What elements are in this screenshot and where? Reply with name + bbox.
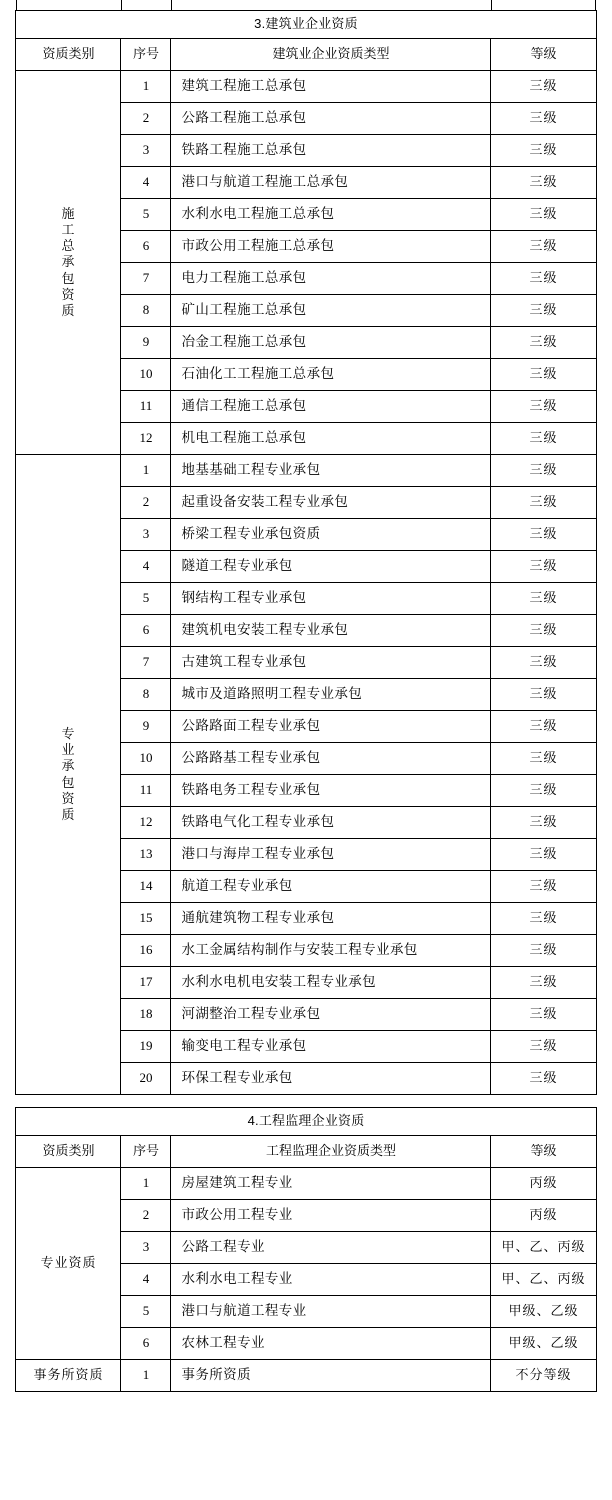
row-type: 铁路电务工程专业承包: [171, 775, 491, 807]
row-seq: 6: [121, 615, 171, 647]
row-level: 三级: [491, 807, 596, 839]
row-type: 电力工程施工总承包: [171, 263, 491, 295]
row-seq: 3: [121, 135, 171, 167]
section-gap: [0, 1095, 612, 1107]
row-level: 三级: [491, 1063, 596, 1095]
row-level: 丙级: [491, 1168, 596, 1200]
row-level: 三级: [491, 551, 596, 583]
row-seq: 1: [121, 1168, 171, 1200]
row-level: 三级: [491, 263, 596, 295]
row-seq: 4: [121, 167, 171, 199]
row-level: 三级: [491, 135, 596, 167]
section-title-row: [16, 11, 596, 39]
row-level: 三级: [491, 679, 596, 711]
row-type: 建筑机电安装工程专业承包: [171, 615, 491, 647]
row-level: 甲、乙、丙级: [491, 1264, 596, 1296]
row-level: 三级: [491, 903, 596, 935]
row-level: 甲级、乙级: [491, 1328, 596, 1360]
row-type: 河湖整治工程专业承包: [171, 999, 491, 1031]
row-seq: 1: [121, 1360, 171, 1392]
row-seq: 5: [121, 1296, 171, 1328]
row-seq: 4: [121, 1264, 171, 1296]
row-type: 市政公用工程专业: [171, 1200, 491, 1232]
section-title: 3.建筑业企业资质: [16, 11, 596, 39]
row-seq: 5: [121, 583, 171, 615]
row-level: 三级: [491, 423, 596, 455]
row-seq: 16: [121, 935, 171, 967]
row-type: 房屋建筑工程专业: [171, 1168, 491, 1200]
row-level: 三级: [491, 711, 596, 743]
row-level: 三级: [491, 487, 596, 519]
row-type: 输变电工程专业承包: [171, 1031, 491, 1063]
row-level: 三级: [491, 647, 596, 679]
row-type: 公路路基工程专业承包: [171, 743, 491, 775]
row-type: 矿山工程施工总承包: [171, 295, 491, 327]
row-type: 地基基础工程专业承包: [171, 455, 491, 487]
row-level: 三级: [491, 295, 596, 327]
row-type: 公路工程施工总承包: [171, 103, 491, 135]
row-type: 通航建筑物工程专业承包: [171, 903, 491, 935]
row-level: 甲、乙、丙级: [491, 1232, 596, 1264]
header-level: 等级: [491, 39, 596, 71]
row-level: 三级: [491, 231, 596, 263]
row-level: 三级: [491, 967, 596, 999]
header-category: 资质类别: [16, 39, 121, 71]
row-seq: 19: [121, 1031, 171, 1063]
row-type: 古建筑工程专业承包: [171, 647, 491, 679]
top-divider-3: [491, 0, 492, 10]
row-level: 三级: [491, 391, 596, 423]
row-level: 三级: [491, 999, 596, 1031]
row-seq: 3: [121, 519, 171, 551]
category-cell-firm: 事务所资质: [16, 1360, 121, 1392]
section-title-row: [16, 1108, 596, 1136]
row-seq: 1: [121, 455, 171, 487]
row-level: 三级: [491, 839, 596, 871]
row-type: 水利水电工程施工总承包: [171, 199, 491, 231]
row-type: 机电工程施工总承包: [171, 423, 491, 455]
table-row: [16, 1360, 596, 1392]
row-type: 钢结构工程专业承包: [171, 583, 491, 615]
row-type: 水工金属结构制作与安装工程专业承包: [171, 935, 491, 967]
row-type: 铁路工程施工总承包: [171, 135, 491, 167]
row-seq: 2: [121, 1200, 171, 1232]
row-type: 港口与海岸工程专业承包: [171, 839, 491, 871]
row-seq: 11: [121, 391, 171, 423]
row-seq: 12: [121, 423, 171, 455]
row-seq: 10: [121, 743, 171, 775]
row-seq: 11: [121, 775, 171, 807]
row-level: 三级: [491, 1031, 596, 1063]
row-level: 三级: [491, 103, 596, 135]
row-type: 港口与航道工程施工总承包: [171, 167, 491, 199]
table-header-row: [16, 39, 596, 71]
row-seq: 20: [121, 1063, 171, 1095]
row-type: 桥梁工程专业承包资质: [171, 519, 491, 551]
row-level: 三级: [491, 871, 596, 903]
row-level: 三级: [491, 199, 596, 231]
top-partial-row: [16, 0, 596, 10]
row-type: 隧道工程专业承包: [171, 551, 491, 583]
row-level: 三级: [491, 935, 596, 967]
row-seq: 1: [121, 71, 171, 103]
row-level: 三级: [491, 775, 596, 807]
header-level: 等级: [491, 1136, 596, 1168]
row-type: 港口与航道工程专业: [171, 1296, 491, 1328]
row-seq: 14: [121, 871, 171, 903]
row-type: 事务所资质: [171, 1360, 491, 1392]
row-type: 铁路电气化工程专业承包: [171, 807, 491, 839]
row-seq: 2: [121, 487, 171, 519]
row-seq: 9: [121, 327, 171, 359]
row-seq: 3: [121, 1232, 171, 1264]
row-seq: 15: [121, 903, 171, 935]
table-row: [16, 1168, 596, 1200]
row-seq: 7: [121, 647, 171, 679]
top-divider-2: [171, 0, 172, 10]
row-type: 航道工程专业承包: [171, 871, 491, 903]
row-type: 农林工程专业: [171, 1328, 491, 1360]
row-seq: 8: [121, 295, 171, 327]
row-seq: 5: [121, 199, 171, 231]
row-seq: 2: [121, 103, 171, 135]
row-seq: 8: [121, 679, 171, 711]
top-divider-1: [121, 0, 122, 10]
supervision-enterprise-qualification-table: [15, 1107, 596, 1392]
table-row: [16, 71, 596, 103]
row-level: 甲级、乙级: [491, 1296, 596, 1328]
row-type: 公路路面工程专业承包: [171, 711, 491, 743]
row-level: 三级: [491, 519, 596, 551]
header-seq: 序号: [121, 1136, 171, 1168]
row-seq: 18: [121, 999, 171, 1031]
category-cell-general-contracting: 施 工 总 承 包 资 质: [16, 71, 121, 455]
table-row: [16, 455, 596, 487]
row-level: 三级: [491, 167, 596, 199]
row-seq: 6: [121, 231, 171, 263]
section-title: 4.工程监理企业资质: [16, 1108, 596, 1136]
row-level: 三级: [491, 327, 596, 359]
header-type: 建筑业企业资质类型: [171, 39, 491, 71]
row-seq: 12: [121, 807, 171, 839]
row-type: 环保工程专业承包: [171, 1063, 491, 1095]
header-category: 资质类别: [16, 1136, 121, 1168]
row-type: 城市及道路照明工程专业承包: [171, 679, 491, 711]
row-type: 水利水电工程专业: [171, 1264, 491, 1296]
category-cell-specialty-contracting: 专 业 承 包 资 质: [16, 455, 121, 1095]
table-header-row: [16, 1136, 596, 1168]
row-level: 三级: [491, 359, 596, 391]
row-level: 三级: [491, 583, 596, 615]
row-type: 水利水电机电安装工程专业承包: [171, 967, 491, 999]
row-level: 三级: [491, 743, 596, 775]
row-seq: 6: [121, 1328, 171, 1360]
row-level: 三级: [491, 615, 596, 647]
construction-enterprise-qualification-table: [15, 10, 596, 1095]
row-type: 通信工程施工总承包: [171, 391, 491, 423]
row-type: 起重设备安装工程专业承包: [171, 487, 491, 519]
row-seq: 17: [121, 967, 171, 999]
row-level: 不分等级: [491, 1360, 596, 1392]
category-cell-specialty: 专业资质: [16, 1168, 121, 1360]
header-type: 工程监理企业资质类型: [171, 1136, 491, 1168]
row-seq: 4: [121, 551, 171, 583]
row-level: 丙级: [491, 1200, 596, 1232]
row-seq: 9: [121, 711, 171, 743]
header-seq: 序号: [121, 39, 171, 71]
row-seq: 13: [121, 839, 171, 871]
row-seq: 10: [121, 359, 171, 391]
row-type: 冶金工程施工总承包: [171, 327, 491, 359]
row-type: 石油化工工程施工总承包: [171, 359, 491, 391]
row-type: 公路工程专业: [171, 1232, 491, 1264]
row-type: 建筑工程施工总承包: [171, 71, 491, 103]
row-level: 三级: [491, 455, 596, 487]
row-type: 市政公用工程施工总承包: [171, 231, 491, 263]
row-seq: 7: [121, 263, 171, 295]
row-level: 三级: [491, 71, 596, 103]
